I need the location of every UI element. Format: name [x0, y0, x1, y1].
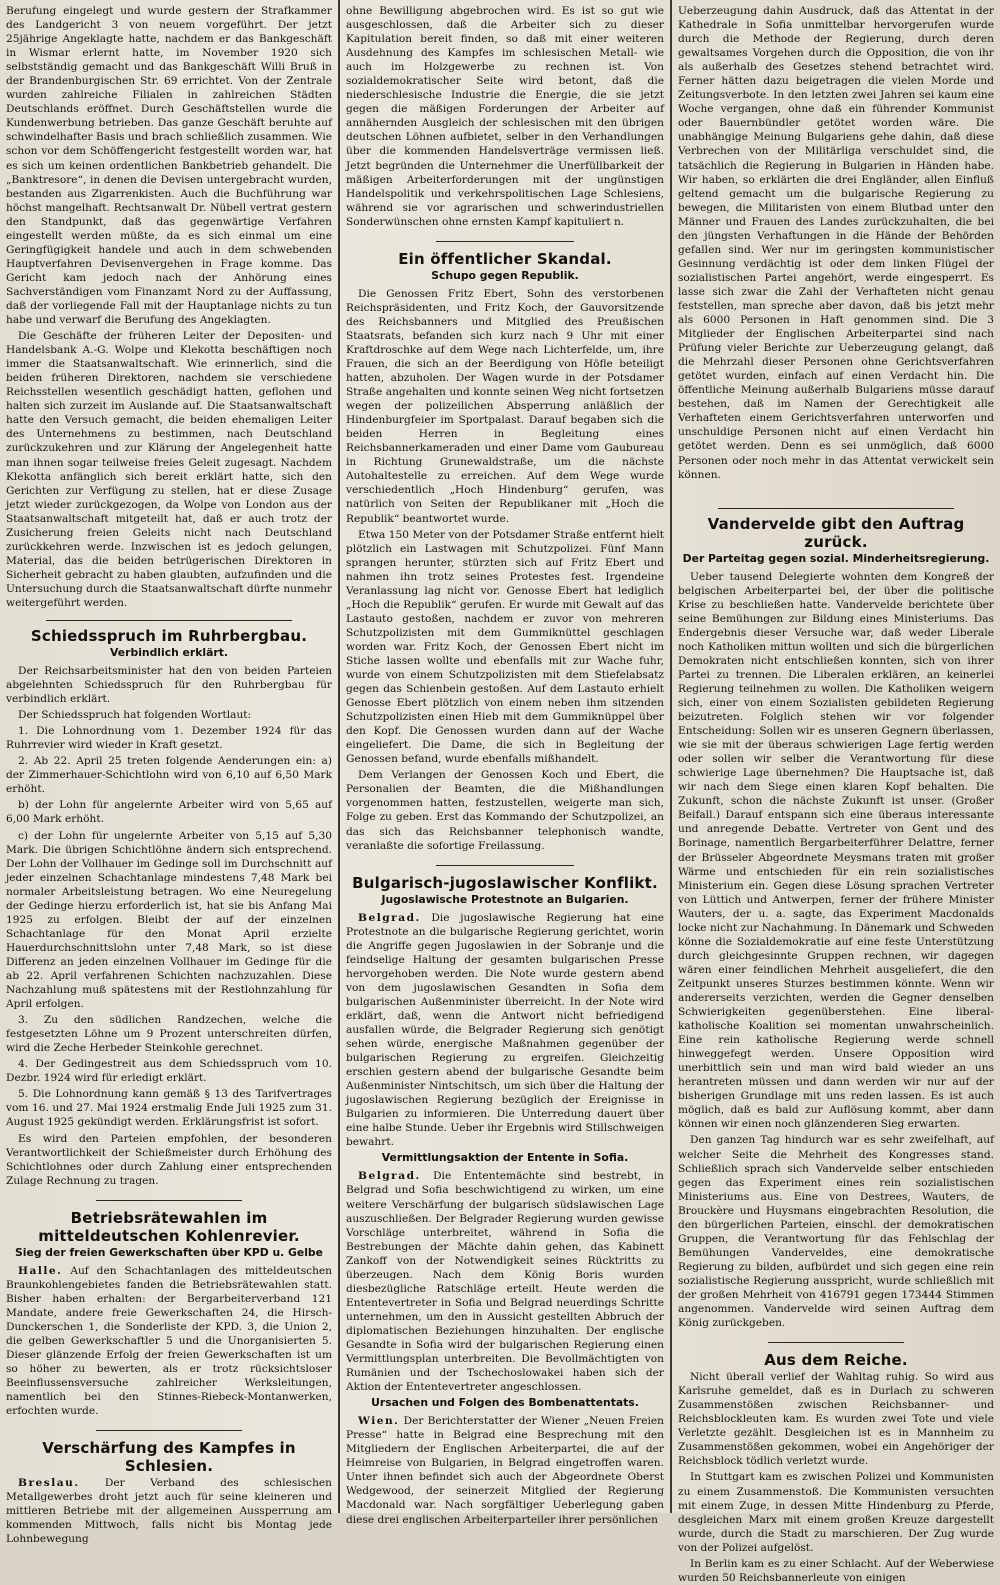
paragraph-text: Die Ententemächte sind bestrebt, in Belgrad und Sofia beschwichtigend zu wirken, um eine weitere Verschärfung der bulgarisch südslawischen Lage auszuschließen. Der Belgrader Regierung wurden gewisse Vorschläge unterbreitet, während in Sofia die Bestrebungen der Mächte dahin gehen, das Kabinett Zankoff von der Notwendigkeit seines Rücktritts zu überzeugen. Nach dem König Boris wurden diesbezügliche Ratschläge erteilt. Heute werden die Ententevertreter in Sofia und Belgrad neuerdings Schritte unternehmen, um den in Aussicht gestellten Abbruch der diplomatischen Beziehungen hinzuhalten. Der englische Gesandte in Sofia wird der bulgarischen Regierung einen Vermittlungsplan unterbreiten. Die Bevollmächtigten von Rumänien und der Tschechoslowakei haben sich der Aktion der Ententevertreter angeschlossen. [346, 1170, 664, 1394]
section-divider [96, 1200, 242, 1201]
article-paragraph: 4. Der Gedingestreit aus dem Schiedsspruch vom 10. Dezbr. 1924 wird für erledigt erklärt. [6, 1058, 332, 1085]
article-subheadline: Ursachen und Folgen des Bombenattentats. [371, 1396, 639, 1410]
article-paragraph: ohne Bewilligung abgebrochen wird. Es ist so gut wie ausgeschlossen, daß die Arbeiter sich zu dieser Kapitulation bereit finden, so daß mit einer weiteren Ausdehnung des Kampfes im schlesischen Metall- wie auch im Holzgewerbe zu rechnen ist. Von sozialdemokratischer Seite wird betont, daß die niederschlesische Industrie die Energie, die sie jetzt gegen die mäßigen Forderungen der Arbeiter auf annähernden Ausgleich der schlesischen mit den übrigen deutschen Löhnen aufbietet, selber in den Verhandlungen über die kommenden Handelsverträge vermissen ließ. Jetzt begründen die Unternehmer die Unerfüllbarkeit der mäßigen Arbeiterforderungen mit der ungünstigen Handelspolitik und verkehrspolitischen Lage Schlesiens, während sie vor agrarischen und schwerindustriellen Sonderwünschen ohne ernsten Kampf kapituliert n. [346, 5, 664, 228]
article-paragraph: In Stuttgart kam es zwischen Polizei und Kommunisten zu einem Zusammenstoß. Die Kommunisten versuchten mit einem Zuge, in dessen Mitte Hindenburg zu Pferde, desgleichen Marx mit einem großen Kreuze dargestellt wurde, durch die Stadt zu marschieren. Der Zug wurde von der Polizei aufgelöst. [678, 1471, 994, 1554]
dateline: Halle. [18, 1264, 63, 1277]
article-headline: Ein öffentlicher Skandal. [398, 249, 612, 268]
section-divider [96, 1430, 242, 1431]
column-1 [0, 0, 338, 1546]
article-paragraph: 1. Die Lohnordnung vom 1. Dezember 1924 für das Ruhrrevier wird wieder in Kraft gesetzt. [6, 725, 332, 752]
article-subheadline: Verbindlich erklärt. [110, 646, 228, 660]
article-paragraph: Dem Verlangen der Genossen Koch und Ebert, die Personalien der Beamten, die die Mißhandlungen vorgenommen hatten, festzustellen, weigerte man sich, Folge zu geben. Erst das Kommando der Schutzpolizei, an das sich das Reichsbanner telephonisch wandte, veranlaßte die sofortige Freilassung. [346, 769, 664, 852]
section-divider [718, 508, 954, 509]
article-paragraph: Der Schiedsspruch hat folgenden Wortlaut: [18, 709, 252, 722]
article-paragraph [346, 1169, 664, 1394]
article-paragraph: Der Reichsarbeitsminister hat den von beiden Parteien abgelehnten Schiedsspruch für den Ruhrbergbau für verbindlich erklärt. [6, 665, 332, 706]
article-paragraph: Etwa 150 Meter von der Potsdamer Straße entfernt hielt plötzlich ein Lastwagen mit Schutzpolizei. Fünf Mann sprangen herunter, stürzten sich auf Fritz Ebert und nahmen ihn trotz seines Protestes fest. Irgendeine Veranlassung lag nicht vor. Genosse Ebert hat lediglich „Hoch die Republik“ gerufen. Er wurde mit Gewalt auf das Lastauto gestoßen, nachdem er zuvor von mehreren Schutzpolizisten mit dem Gummiknüttel geschlagen worden war. Fritz Koch, der Genossen Ebert nicht im Stiche lassen wollte und ebenfalls mit zur Wache fuhr, wurde von einem Schutzpolizisten mit dem Stiefelabsatz gegen das Schienbein gestoßen. Auf dem Lastauto erhielt Genosse Ebert plötzlich von einem neben ihm sitzenden Schutzpolizisten einen Hieb mit dem Gummiknüppel über den Kopf. Die Genossen wurden dann auf der Wache eingeliefert. Die Dame, die sich in Begleitung der Genossen befand, wurde ebenfalls mißhandelt. [346, 528, 664, 766]
article-paragraph: 3. Zu den südlichen Randzechen, welche die festgesetzten Löhne um 9 Prozent unterschreiten dürfen, wird die Zeche Herbeder Steinkohle gerechnet. [6, 1014, 332, 1055]
article-subheadline: Der Parteitag gegen sozial. Minderheitsregierung. [682, 551, 990, 565]
article-paragraph [6, 1264, 332, 1419]
paragraph-text: Der Verband des schlesischen Metallgewerbes droht jetzt auch für seine kleineren und mittleren Betriebe mit der allgemeinen Aussperrung am kommenden Mittwoch, falls nicht bis Montag jede Lohnbewegung [6, 1477, 332, 1546]
section-divider [46, 620, 292, 621]
paragraph-text: Die jugoslawische Regierung hat eine Protestnote an die bulgarische Regierung gerichtet, worin die Angriffe gegen Jugoslawien in der Sobranje und die feindselige Haltung der gesamten bulgarischen Presse hervorgehoben werden. Die Note wurde gestern abend von dem jugoslawischen Gesandten in Sofia dem bulgarischen Außenminister überreicht. In der Note wird erklärt, daß, wenn die Antwort nicht befriedigend ausfallen würde, die Belgrader Regierung sich genötigt sehen würde, energische Maßnahmen gegenüber der bulgarischen Regierung zu ergreifen. Gleichzeitig erschien gestern abend der bulgarische Gesandte beim Außenminister Nintschitsch, um sich über die Haltung der jugoslawischen Regierung bezüglich der Ereignisse in Bulgarien zu informieren. Die Unterredung dauert über eine halbe Stunde. Ueber ihr Ergebnis wird Stillschweigen bewahrt. [346, 911, 664, 1149]
section-divider [436, 865, 574, 866]
article-headline: Aus dem Reiche. [764, 1351, 908, 1370]
article-paragraph: Berufung eingelegt und wurde gestern der Strafkammer des Landgericht 3 von neuem vorgeführt. Der jetzt 25jährige Angeklagte hatte, nachdem er das Bankgeschäft in Wismar erlernt hatte, im November 1920 sich selbstständig gemacht und das Bankgeschäft Willi Bruß in der Brandenburgischen Str. 69 errichtet. Von der Zentrale wurden zahlreiche Filialen in zahlreichen Städten Deutschlands eröffnet. Durch Geschäftstellen wurde die Kundenwerbung betrieben. Das ganze Geschäft beruhte auf schwindelhafter Basis und brach schließlich zusammen. Wie schon vor dem Schöffengericht festgestellt worden war, hat es sich um keinen ordentlichen Bankbetrieb gehandelt. Die „Banktresore“, in denen die Devisen untergebracht wurden, bestanden aus Zigarrenkisten. Auch die Buchführung war höchst mangelhaft. Rechtsanwalt Dr. Nübell vertrat gestern den Standpunkt, daß das gegenwärtige Verfahren eingestellt werden müßte, da es sich einmal um eine Geringfügigkeit handele und auch in dem schwebenden Hauptverfahren Devisenvergehen in Frage komme. Das Gericht kam jedoch nach der Anhörung eines Sachverständigen vom Finanzamt Nord zu der Auffassung, daß der vorliegende Fall mit der Hauptanlage nichts zu tun habe und verwarf die Berufung des Angeklagten. [6, 5, 332, 327]
dateline: Belgrad. [358, 911, 421, 924]
paragraph-text: Der Berichterstatter der Wiener „Neuen Freien Presse“ hatte in Belgrad eine Besprechung mit den Mitgliedern der Englischen Arbeiterpartei, die auf der Heimreise von Bulgarien, in Belgrad eingetroffen waren. Unter ihnen befindet sich auch der Abgeordnete Oberst Wedgewood, der seinerzeit Mitglied der Regierung Macdonald war. Nach sorgfältiger Ueberlegung gaben diese drei englischen Arbeiterparteiler ihrer persönlichen [346, 1415, 664, 1526]
article-paragraph [346, 1414, 664, 1526]
spacer [678, 484, 994, 498]
article-paragraph [6, 1476, 332, 1546]
article-paragraph: In Berlin kam es zu einer Schlacht. Auf der Weberwiese wurden 50 Reichsbannerleute von einigen [678, 1557, 994, 1584]
article-subheadline: Jugoslawische Protestnote an Bulgarien. [381, 892, 629, 906]
article-paragraph: Ueber tausend Delegierte wohnten dem Kongreß der belgischen Arbeiterpartei bei, der über die politische Krise zu beschließen hatte. Vandervelde berichtete über seine Bemühungen zur Bildung eines Ministeriums. Das Endergebnis dieser Versuche war, daß weder Liberale noch Katholiken mittun wollten und sich die bürgerlichen Demokraten nicht entschließen konnten, sich von ihrer Partei zu trennen. Die Liberalen erklären, an keinerlei Regierung teilnehmen zu wollen. Die Katholiken weigern sich, einer von einem Sozialisten gebildeten Regierung beizutreten. Folglich stehen wir vor folgender Entscheidung: Sollen wir es unseren Gegnern überlassen, wie sie mit der überaus schwierigen Lage fertig werden oder sollen wir selber die Verantwortung für diese schwierige Lage übernehmen? Die Hauptsache ist, daß wir nach dem Siege einen klaren Kopf behalten. Die Zukunft, schon die nächste Zukunft ist unser. (Großer Beifall.) Darauf entspann sich eine überaus interessante und anregende Debatte. Vertreter von Gent und des Borinage, namentlich Bergarbeiterführer Delattre, ferner der Brüsseler Abgeordnete Meysmans traten mit großer Wärme und entschieden für ein rein sozialistisches Ministerium ein. Gegen diese Lösung sprachen Vertreter von Lüttich und Antwerpen, ferner der frühere Minister Wauters, der u. a. sagte, das Experiment Macdonalds locke nicht zur Nachahmung. In Dänemark und Schweden könne die Sozialdemokratie auf eine feste Unterstützung durch gleichgesinnte Gruppen rechnen, wir dagegen wären einer feindlichen Mehrheit ausgeliefert, die den Zeitpunkt unseres Sturzes bestimmen könnte. Wenn wir andererseits verzichten, werden die Gegner denselben Schwierigkeiten gegenüberstehen. Eine liberal-katholische Koalition sei momentan unwahrscheinlich. Eine rein katholische Regierung werde schnell hinweggefegt werden. Unsere Opposition wird unerbittlich sein und man wird bald wieder an uns herantreten müssen und dann werden wir nur auf der bisherigen Grundlage mit uns reden lassen. Es ist auch möglich, daß es bald zur Auflösung kommt, aber dann können wir einen noch glänzenderen Sieg erwarten. [678, 570, 994, 1131]
article-paragraph: Die Geschäfte der früheren Leiter der Depositen- und Handelsbank A.-G. Wolpe und Klekotta beschäftigen noch immer die Staatsanwaltschaft. Wie erinnerlich, sind die beiden früheren Direktoren, nachdem sie verschiedene Reichsstellen wesentlich geschädigt hatten, geflohen und halten sich zurzeit im Auslande auf. Die Staatsanwaltschaft hatte den Versuch gemacht, die beiden ehemaligen Leiter des Unternehmens zu bestimmen, nach Deutschland zurückzukehren und zur Klärung der Angelegenheit hatte man ihnen sogar teilweise freies Geleit zugesagt. Nachdem Klekotta anfänglich sich bereit erklärt hatte, sich den Gerichten zur Verfügung zu stellen, hat er diese Zusage jetzt wieder zurückgezogen, da Wolpe von London aus der Staatsanwaltschaft mitgeteilt hat, daß er auch trotz der Zusicherung freien Geleits nicht nach Deutschland zurückkehren werde. Inzwischen ist es jedoch gelungen, Material, das die beiden betrügerischen Direktoren in Sicherheit gebracht zu haben glaubten, aufzufinden und die Untersuchung durch die Staatsanwaltschaft dürfte nunmehr weitergeführt werden. [6, 330, 332, 609]
article-subheadline: Vermittlungsaktion der Entente in Sofia. [381, 1151, 629, 1165]
article-paragraph: Die Genossen Fritz Ebert, Sohn des verstorbenen Reichspräsidenten, und Fritz Koch, der Gauvorsitzende des Reichsbanners und Mitglied des Preußischen Staatsrats, befanden sich kurz nach 9 Uhr mit einer Kraftdroschke auf dem Wege nach Lichterfelde, um, ihre Frauen, die sich an der Beerdigung von Höfle beteiligt hatten, abzuholen. Der Wagen wurde in der Potsdamer Straße angehalten und konnte seinen Weg nicht fortsetzen wegen der polizeilichen Absperrung anläßlich der Hindenburgfeier im Sportpalast. Darauf begaben sich die beiden Herren in Begleitung eines Reichsbannerkameraden und einer Dame vom Gaubureau in Richtung Grunewaldstraße, um die nächste Autohaltestelle zu erreichen. Auf dem Wege wurde verschiedentlich „Hoch Hindenburg“ gerufen, was natürlich von Seiten der Republikaner mit „Hoch die Republik“ beantwortet wurde. [346, 287, 664, 525]
section-divider [768, 1342, 904, 1343]
dateline: Belgrad. [358, 1170, 421, 1183]
article-headline: Schiedsspruch im Ruhrbergbau. [30, 627, 308, 646]
article-paragraph: 2. Ab 22. April 25 treten folgende Aenderungen ein: a) der Zimmerhauer-Schichtlohn wird von 6,10 auf 6,50 Mark erhöht. [6, 755, 332, 796]
article-paragraph [346, 911, 664, 1150]
article-headline: Vandervelde gibt den Auftrag zurück. [707, 514, 965, 551]
article-subheadline: Sieg der freien Gewerkschaften über KPD u. Gelbe [15, 1245, 323, 1259]
article-paragraph: Nicht überall verlief der Wahltag ruhig. So wird aus Karlsruhe gemeldet, daß es in Durlach zu schweren Zusammenstößen zwischen Reichsbanner- und Reichsblockleuten kam. Es wurden zwei Tote und viele Verletzte gezählt. Desgleichen ist es in Mannheim zu Zusammenstößen gekommen, wobei ein Angehöriger der Reichsblock tödlich verletzt wurde. [678, 1371, 994, 1468]
article-paragraph: Den ganzen Tag hindurch war es sehr zweifelhaft, auf welcher Seite die Mehrheit des Kongresses stand. Schließlich sprach sich Vandervelde selber entschieden gegen das Experiment eines rein sozialistischen Ministeriums aus. Eine von Destrees, Wauters, de Brouckère und Huysmans eingebrachten Resolution, die den bürgerlichen Parteien, einschl. der demokratischen Gruppen, die Verantwortung für das Fehlschlag der Bemühungen Vanderveldes, eine demokratische Regierung zu bilden, aufbürdet und sich gegen eine rein sozialistische Regierung ausspricht, wurde schließlich mit der großen Mehrheit von 416791 gegen 173444 Stimmen angenommen. Vandervelde wird seinen Auftrag dem König zurückgeben. [678, 1134, 994, 1330]
dateline: Breslau. [18, 1477, 80, 1490]
article-headline: Bulgarisch-jugoslawischer Konflikt. [352, 873, 658, 892]
section-divider [436, 241, 574, 242]
article-paragraph: c) der Lohn für ungelernte Arbeiter von 5,15 auf 5,30 Mark. Die übrigen Schichtlöhne ändern sich entsprechend. Der Lohn der Vollhauer im Gedinge soll im Durchschnitt auf jeder einzelnen Schachtanlage mindestens 7,48 Mark bei normaler Arbeitsleistung betragen. Wo eine Neuregelung der Gedinge hierzu erforderlich ist, hat sie bis Anfang Mai 1925 zu erfolgen. Bleibt der auf der einzelnen Schachtanlage für den Monat April erzielte Hauerdurchschnittslohn unter 7,48 Mark, so ist diese Differenz an jeden einzelnen Vollhauer im Gedinge für die ab 22. April verfahrenen Schichten nachzuzahlen. Diese Nachzahlung muß spätestens mit der Restlohnzahlung für April erfolgen. [6, 829, 332, 1011]
dateline: Wien. [358, 1415, 400, 1428]
article-headline: Verschärfung des Kampfes in Schlesien. [42, 1439, 296, 1476]
article-paragraph: Ueberzeugung dahin Ausdruck, daß das Attentat in der Kathedrale in Sofia unmittelbar hervorgerufen wurde durch die Methode der Regierung, durch deren gewaltsames Vorgehen durch die Opposition, die von ihr als außerhalb des Gesetzes stehend betrachtet wird. Ferner hätten dazu beigetragen die vielen Morde und Zeitungsverbote. In den letzten zwei Jahren sei kaum eine Woche vergangen, ohne daß ein führender Kommunist oder Bauernbündler getötet worden wäre. Die unabhängige Meinung Bulgariens gehe dahin, daß diese Verbrechen von der Militärliga verschuldet sind, die tatsächlich die Regierung in Bulgarien in Händen habe. Wir haben, so erklärten die drei Engländer, allen Einfluß geltend gemacht um die bulgarische Regierung zu bewegen, die Militaristen von einem Blutbad unter den Männer und Frauen des Landes zurückzuhalten, die bei den jüngsten Verhaftungen in die Hände der Behörden gefallen sind. Wer nur im geringsten kommunistischer Gesinnung verdächtig ist oder dem linken Flügel der sozialistischen Partei angehört, werde eingesperrt. Es lasse sich zwar die Zahl der Verhafteten nicht genau feststellen, man spreche aber davon, daß bis jetzt mehr als 6000 Personen in Haft genommen sind. Die 3 Mitglieder der Englischen Arbeiterpartei sind nach Prüfung vieler Berichte zur Ueberzeugung gelangt, daß die Mehrzahl dieser Personen ohne Gerichtsverfahren getötet wurden, einfach auf einen Verdacht hin. Die öffentliche Meinung außerhalb Bulgariens müsse darauf bestehen, daß im Namen der Gerechtigkeit alle Verhafteten einem Gerichtsverfahren unterworfen und unschuldige Personen nicht auf einen Verdacht hin getötet werden. Denn es sei unmöglich, daß 6000 Personen oder noch mehr in das Attentat verwickelt sein können. [678, 5, 994, 481]
paragraph-text: Auf den Schachtanlagen des mitteldeutschen Braunkohlengebietes fanden die Betriebsrätewahlen statt. Bisher haben erhalten: der Bergarbeiterverband 121 Mandate, andere freie Gewerkschaften 24, die Hirsch-Dunckerschen 1, die Sonderliste der KPD. 3, die Union 2, die gelben Gewerkschaftler 5 und die Unorganisierten 5. Dieser glänzende Erfolg der freien Gewerkschaften ist um so höher zu bewerten, als er trotz rücksichtsloser Beeinflussensversuche zahlreicher Werksleitungen, namentlich bei den Stinnes-Riebeck-Montanwerken, erfochten wurde. [6, 1264, 332, 1418]
column-2 [340, 0, 670, 1526]
article-paragraph: 5. Die Lohnordnung kann gemäß § 13 des Tarifvertrages vom 16. und 27. Mai 1924 erstmalig Ende Juli 1925 zum 31. August 1925 gekündigt werden. Erklärungsfrist ist sofort. [6, 1088, 332, 1129]
article-headline: Betriebsrätewahlen im mitteldeutschen Kohlenrevier. [38, 1208, 300, 1245]
article-paragraph: Es wird den Parteien empfohlen, der besonderen Verantwortlichkeit der Schießmeister durch Erhöhung des Schichtlohnes oder durch Zahlung einer entsprechenden Zulage Rechnung zu tragen. [6, 1132, 332, 1187]
column-3 [672, 0, 1000, 1584]
article-paragraph: b) der Lohn für angelernte Arbeiter wird von 5,65 auf 6,00 Mark erhöht. [6, 799, 332, 826]
article-subheadline: Schupo gegen Republik. [431, 268, 579, 282]
